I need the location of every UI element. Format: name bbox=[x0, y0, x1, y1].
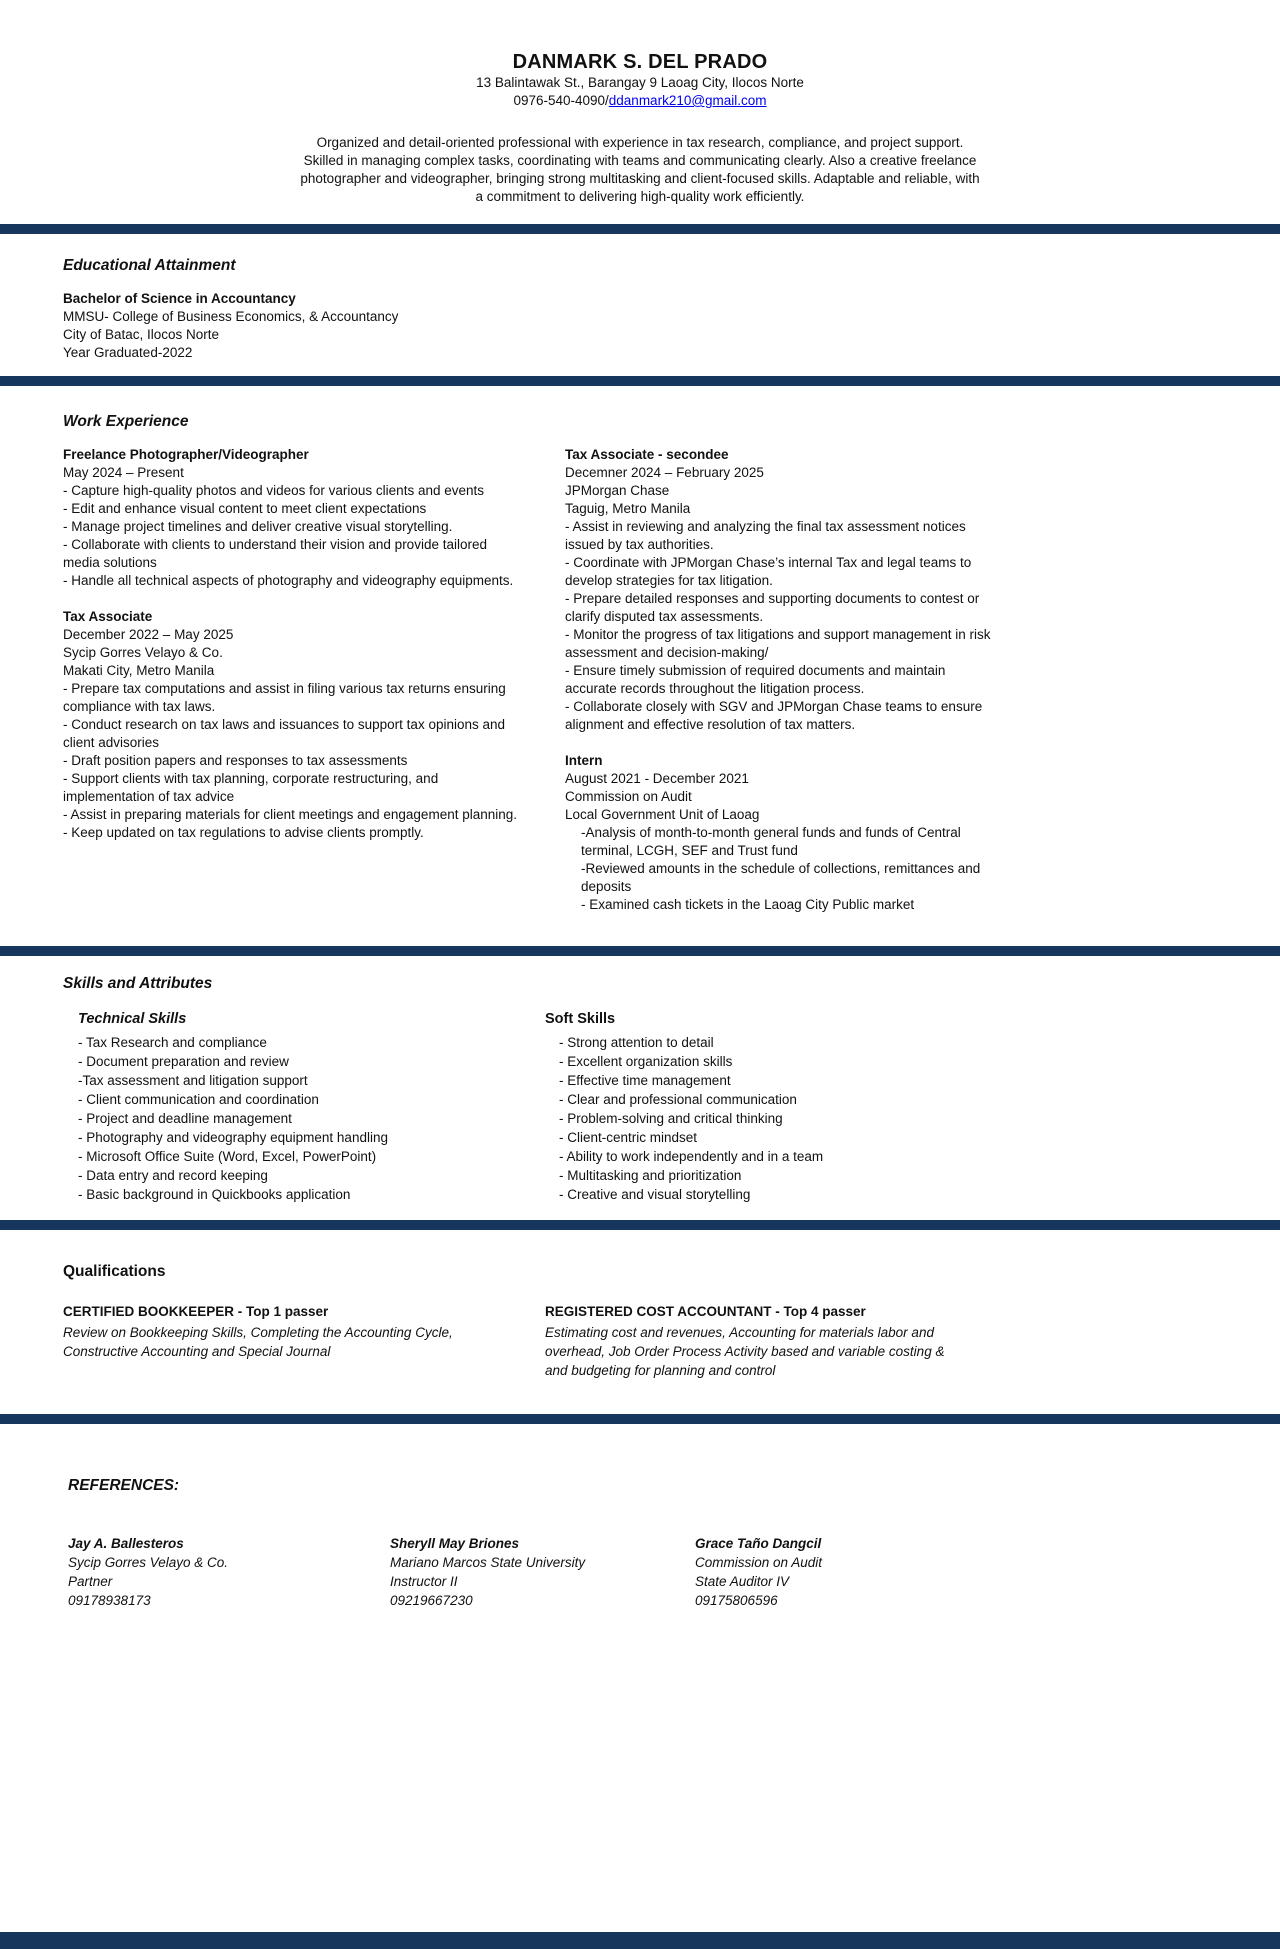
soft-skills-title: Soft Skills bbox=[545, 1011, 616, 1027]
job-company: Commission on Audit bbox=[565, 789, 692, 804]
job-bullet: - Ensure timely submission of required documents and maintain accurate records throughout the litigation process. bbox=[565, 663, 946, 696]
job-bullet: - Edit and enhance visual content to meet client expectations bbox=[63, 501, 427, 516]
reference-phone: 09175806596 bbox=[695, 1593, 778, 1608]
degree: Bachelor of Science in Accountancy bbox=[63, 291, 296, 306]
job-entry-freelance bbox=[63, 446, 525, 590]
reference-position: Instructor II bbox=[390, 1574, 458, 1589]
education-entry bbox=[63, 290, 1225, 362]
skill-item: - Basic background in Quickbooks application bbox=[78, 1187, 351, 1202]
reference-entry bbox=[695, 1534, 1225, 1610]
job-dates: May 2024 – Present bbox=[63, 465, 184, 480]
work-experience-section bbox=[0, 412, 1280, 932]
skill-item: - Client communication and coordination bbox=[78, 1092, 319, 1107]
job-bullet: - Handle all technical aspects of photography and videography equipments. bbox=[63, 573, 514, 588]
page-bottom-bar bbox=[0, 1932, 1280, 1949]
skill-item: - Clear and professional communication bbox=[559, 1092, 797, 1107]
job-bullet: - Collaborate closely with SGV and JPMorgan Chase teams to ensure alignment and effective resolution of tax matters. bbox=[565, 699, 983, 732]
skill-item: -Tax assessment and litigation support bbox=[78, 1073, 308, 1088]
reference-org: Sycip Gorres Velayo & Co. bbox=[68, 1555, 229, 1570]
reference-position: Partner bbox=[68, 1574, 113, 1589]
skill-item: - Creative and visual storytelling bbox=[559, 1187, 751, 1202]
work-column-left bbox=[63, 446, 525, 932]
section-title-education: Educational Attainment bbox=[63, 257, 236, 274]
school-location: City of Batac, Ilocos Norte bbox=[63, 327, 220, 342]
job-dates: August 2021 - December 2021 bbox=[565, 771, 749, 786]
job-bullet: - Monitor the progress of tax litigations and support management in risk assessment and decision-making/ bbox=[565, 627, 991, 660]
job-bullet: - Examined cash tickets in the Laoag City Public market bbox=[581, 897, 915, 912]
soft-skills-column bbox=[545, 1010, 1225, 1204]
qualifications-columns bbox=[63, 1302, 1225, 1380]
contact-line bbox=[0, 92, 1280, 110]
qualification-description: Estimating cost and revenues, Accounting for materials labor and overhead, Job Order Process Activity based and variable costing & and budgeting for planning and control bbox=[545, 1325, 945, 1378]
job-bullet: - Keep updated on tax regulations to advise clients promptly. bbox=[63, 825, 424, 840]
work-column-right bbox=[565, 446, 993, 932]
section-title-qualifications: Qualifications bbox=[63, 1263, 166, 1280]
job-bullet: -Reviewed amounts in the schedule of collections, remittances and deposits bbox=[581, 861, 981, 894]
reference-name: Grace Taño Dangcil bbox=[695, 1536, 822, 1551]
job-bullet: - Collaborate with clients to understand their vision and provide tailored media solutions bbox=[63, 537, 487, 570]
job-bullet: -Analysis of month-to-month general funds and funds of Central terminal, LCGH, SEF and Trust fund bbox=[581, 825, 961, 858]
job-bullet: - Prepare detailed responses and supporting documents to contest or clarify disputed tax assessments. bbox=[565, 591, 980, 624]
job-entry-intern bbox=[565, 752, 993, 914]
section-title-work: Work Experience bbox=[63, 413, 189, 430]
reference-org: Commission on Audit bbox=[695, 1555, 823, 1570]
job-title: Tax Associate bbox=[63, 609, 153, 624]
reference-entry bbox=[68, 1534, 390, 1610]
section-title-skills: Skills and Attributes bbox=[63, 975, 213, 992]
professional-summary: Organized and detail-oriented professional with experience in tax research, compliance, and project support. Skilled in managing complex tasks, coordinating with teams and communicating clearly. Also a creative freelance photographer and videographer, bringing strong multitasking and client-focused skills. Adaptable and reliable, with a commitment to delivering high-quality work efficiently. bbox=[300, 135, 980, 204]
reference-position: State Auditor IV bbox=[695, 1574, 790, 1589]
job-title: Tax Associate - secondee bbox=[565, 447, 729, 462]
job-company: JPMorgan Chase bbox=[565, 483, 670, 498]
skill-item: - Microsoft Office Suite (Word, Excel, PowerPoint) bbox=[78, 1149, 377, 1164]
skill-item: - Tax Research and compliance bbox=[78, 1035, 267, 1050]
job-bullet: - Assist in preparing materials for client meetings and engagement planning. bbox=[63, 807, 518, 822]
section-divider-bar bbox=[0, 1414, 1280, 1424]
section-divider-bar bbox=[0, 946, 1280, 956]
job-dates: Decemner 2024 – February 2025 bbox=[565, 465, 764, 480]
job-bullet: - Conduct research on tax laws and issuances to support tax opinions and client advisories bbox=[63, 717, 506, 750]
reference-phone: 09178938173 bbox=[68, 1593, 151, 1608]
address-line: 13 Balintawak St., Barangay 9 Laoag City, Ilocos Norte bbox=[476, 75, 804, 90]
job-dates: December 2022 – May 2025 bbox=[63, 627, 234, 642]
qualifications-section bbox=[0, 1262, 1280, 1380]
qualification-description: Review on Bookkeeping Skills, Completing the Accounting Cycle, Constructive Accounting and Special Journal bbox=[63, 1325, 453, 1359]
skill-item: - Problem-solving and critical thinking bbox=[559, 1111, 783, 1126]
job-bullet: - Prepare tax computations and assist in filing various tax returns ensuring compliance with tax laws. bbox=[63, 681, 506, 714]
job-location: Makati City, Metro Manila bbox=[63, 663, 215, 678]
education-section bbox=[0, 256, 1280, 362]
job-entry-secondee bbox=[565, 446, 993, 734]
school: MMSU- College of Business Economics, & Accountancy bbox=[63, 309, 399, 324]
job-title: Freelance Photographer/Videographer bbox=[63, 447, 309, 462]
job-location: Taguig, Metro Manila bbox=[565, 501, 691, 516]
reference-name: Sheryll May Briones bbox=[390, 1536, 520, 1551]
qualification-name: REGISTERED COST ACCOUNTANT - Top 4 passer bbox=[545, 1304, 866, 1319]
skill-item: - Strong attention to detail bbox=[559, 1035, 714, 1050]
graduation-year: Year Graduated-2022 bbox=[63, 345, 193, 360]
qualification-entry bbox=[545, 1302, 965, 1380]
job-bullet: - Manage project timelines and deliver creative visual storytelling. bbox=[63, 519, 453, 534]
qualification-name: CERTIFIED BOOKKEEPER - Top 1 passer bbox=[63, 1304, 329, 1319]
job-bullet: - Draft position papers and responses to tax assessments bbox=[63, 753, 408, 768]
section-title-references: REFERENCES: bbox=[68, 1477, 180, 1494]
email-link[interactable]: ddanmark210@gmail.com bbox=[608, 93, 767, 108]
job-company: Sycip Gorres Velayo & Co. bbox=[63, 645, 223, 660]
skill-item: - Ability to work independently and in a team bbox=[559, 1149, 824, 1164]
job-entry-tax-associate bbox=[63, 608, 525, 842]
reference-org: Mariano Marcos State University bbox=[390, 1555, 586, 1570]
candidate-name: DANMARK S. DEL PRADO bbox=[512, 51, 768, 73]
section-divider-bar bbox=[0, 224, 1280, 234]
job-bullet: - Coordinate with JPMorgan Chase’s internal Tax and legal teams to develop strategies for tax litigation. bbox=[565, 555, 972, 588]
section-divider-bar bbox=[0, 1220, 1280, 1230]
job-title: Intern bbox=[565, 753, 603, 768]
reference-phone: 09219667230 bbox=[390, 1593, 473, 1608]
job-bullet: - Capture high-quality photos and videos for various clients and events bbox=[63, 483, 484, 498]
reference-name: Jay A. Ballesteros bbox=[68, 1536, 184, 1551]
technical-skills-title: Technical Skills bbox=[78, 1011, 187, 1027]
skills-section bbox=[0, 974, 1280, 1204]
phone-number: 0976-540-4090/ bbox=[513, 93, 609, 108]
skill-item: - Client-centric mindset bbox=[559, 1130, 698, 1145]
references-section bbox=[0, 1476, 1280, 1610]
skill-item: - Effective time management bbox=[559, 1073, 731, 1088]
skill-item: - Photography and videography equipment handling bbox=[78, 1130, 388, 1145]
resume-header bbox=[0, 0, 1280, 206]
skill-item: - Excellent organization skills bbox=[559, 1054, 733, 1069]
job-bullet: - Assist in reviewing and analyzing the final tax assessment notices issued by tax authorities. bbox=[565, 519, 966, 552]
skills-columns bbox=[63, 1010, 1225, 1204]
reference-entry bbox=[390, 1534, 695, 1610]
qualification-entry bbox=[63, 1302, 485, 1380]
references-columns bbox=[68, 1534, 1225, 1610]
skill-item: - Multitasking and prioritization bbox=[559, 1168, 742, 1183]
skill-item: - Data entry and record keeping bbox=[78, 1168, 268, 1183]
skill-item: - Document preparation and review bbox=[78, 1054, 289, 1069]
skill-item: - Project and deadline management bbox=[78, 1111, 292, 1126]
section-divider-bar bbox=[0, 376, 1280, 386]
work-columns bbox=[63, 446, 1225, 932]
job-location: Local Government Unit of Laoag bbox=[565, 807, 760, 822]
job-bullet: - Support clients with tax planning, corporate restructuring, and implementation of tax advice bbox=[63, 771, 439, 804]
technical-skills-column bbox=[63, 1010, 545, 1204]
